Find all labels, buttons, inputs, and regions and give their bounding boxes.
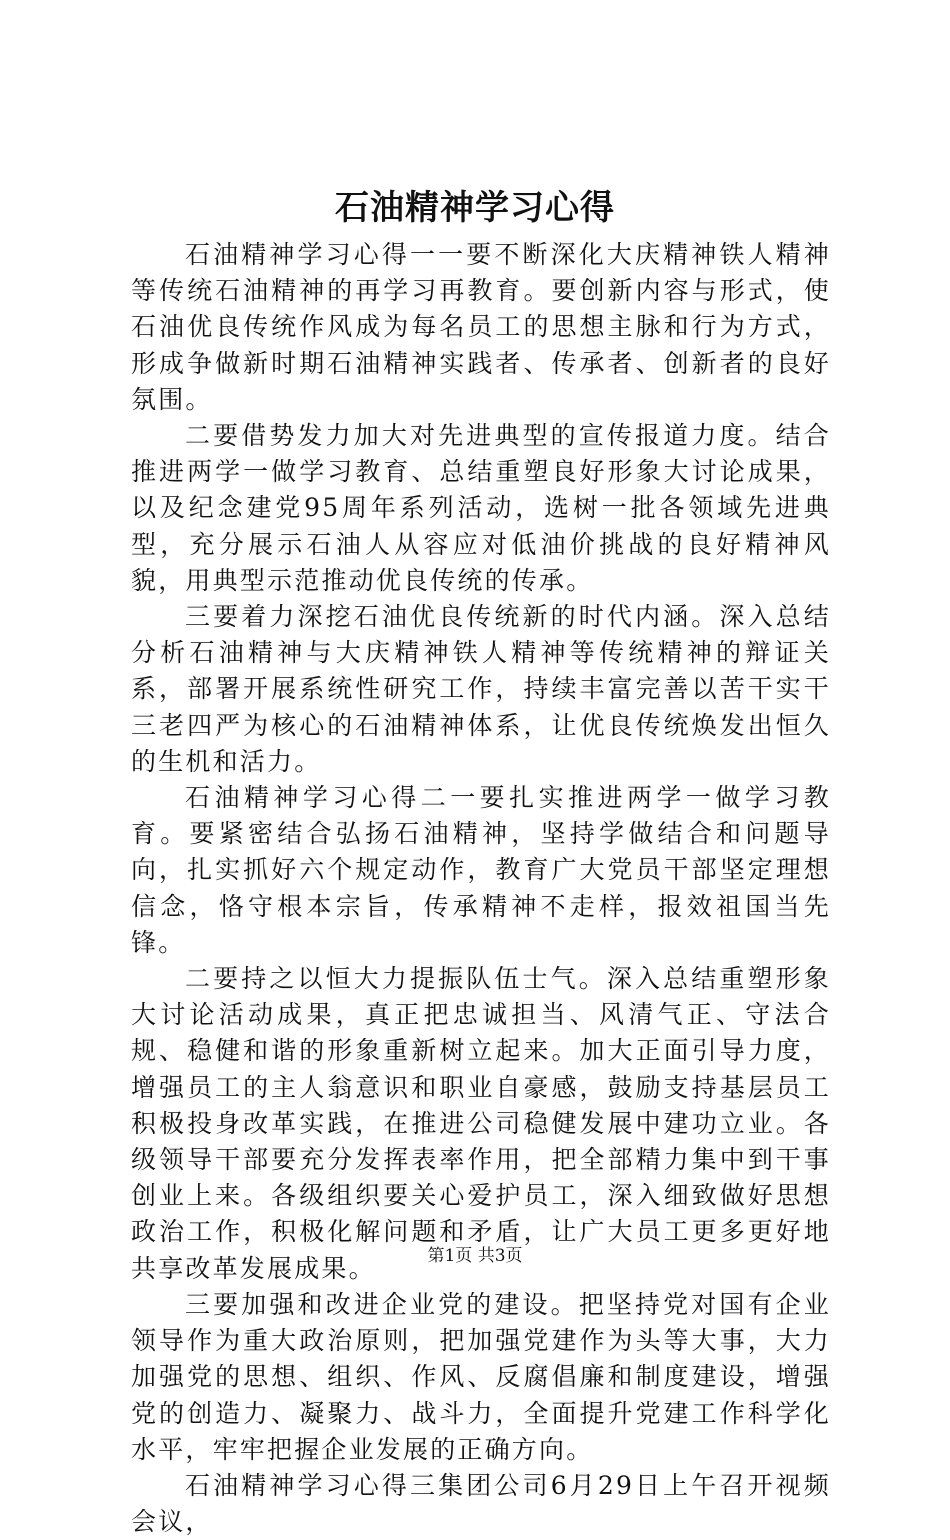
page-footer: 第1页 共3页 — [427, 1246, 523, 1266]
paragraph-1: 石油精神学习心得一一要不断深化大庆精神铁人精神等传统石油精神的再学习再教育。要创新内容与形式，使石油优良传统作风成为每名员工的思想主脉和行为方式，形成争做新时期石油精神实践者、传承者、创新者的良好氛围。 — [131, 240, 831, 414]
paragraph-5: 二要持之以恒大力提振队伍士气。深入总结重塑形象大讨论活动成果，真正把忠诚担当、风清气正、守法合规、稳健和谐的形象重新树立起来。加大正面引导力度，增强员工的主人翁意识和职业自豪感，鼓励支持基层员工积极投身改革实践，在推进公司稳健发展中建功立业。各级领导干部要充分发挥表率作用，把全部精力集中到干事创业上来。各级组织要关心爱护员工，深入细致做好思想政治工作，积极化解问题和矛盾，让广大员工更多更好地共享改革发展成果。 — [131, 964, 831, 1283]
paragraph-6: 三要加强和改进企业党的建设。把坚持党对国有企业领导作为重大政治原则，把加强党建作为头等大事，大力加强党的思想、组织、作风、反腐倡廉和制度建设，增强党的创造力、凝聚力、战斗力，全面提升党建工作科学化水平，牢牢把握企业发展的正确方向。 — [131, 1289, 831, 1464]
document-title: 石油精神学习心得 — [335, 188, 615, 228]
paragraph-3: 三要着力深挖石油优良传统新的时代内涵。深入总结分析石油精神与大庆精神铁人精神等传统精神的辩证关系，部署开展系统性研究工作，持续丰富完善以苦干实干三老四严为核心的石油精神体系，让优良传统焕发出恒久的生机和活力。 — [131, 602, 831, 776]
paragraph-4: 石油精神学习心得二一要扎实推进两学一做学习教育。要紧密结合弘扬石油精神，坚持学做结合和问题导向，扎实抓好六个规定动作，教育广大党员干部坚定理想信念，恪守根本宗旨，传承精神不走样，报效祖国当先锋。 — [131, 783, 831, 957]
document-body — [131, 237, 831, 1540]
paragraph-7: 石油精神学习心得三集团公司6月29日上午召开视频会议， — [131, 1470, 831, 1537]
paragraph-2: 二要借势发力加大对先进典型的宣传报道力度。结合推进两学一做学习教育、总结重塑良好形象大讨论成果，以及纪念建党95周年系列活动，选树一批各领域先进典型，充分展示石油人从容应对低油价挑战的良好精神风貌，用典型示范推动优良传统的传承。 — [131, 421, 831, 595]
